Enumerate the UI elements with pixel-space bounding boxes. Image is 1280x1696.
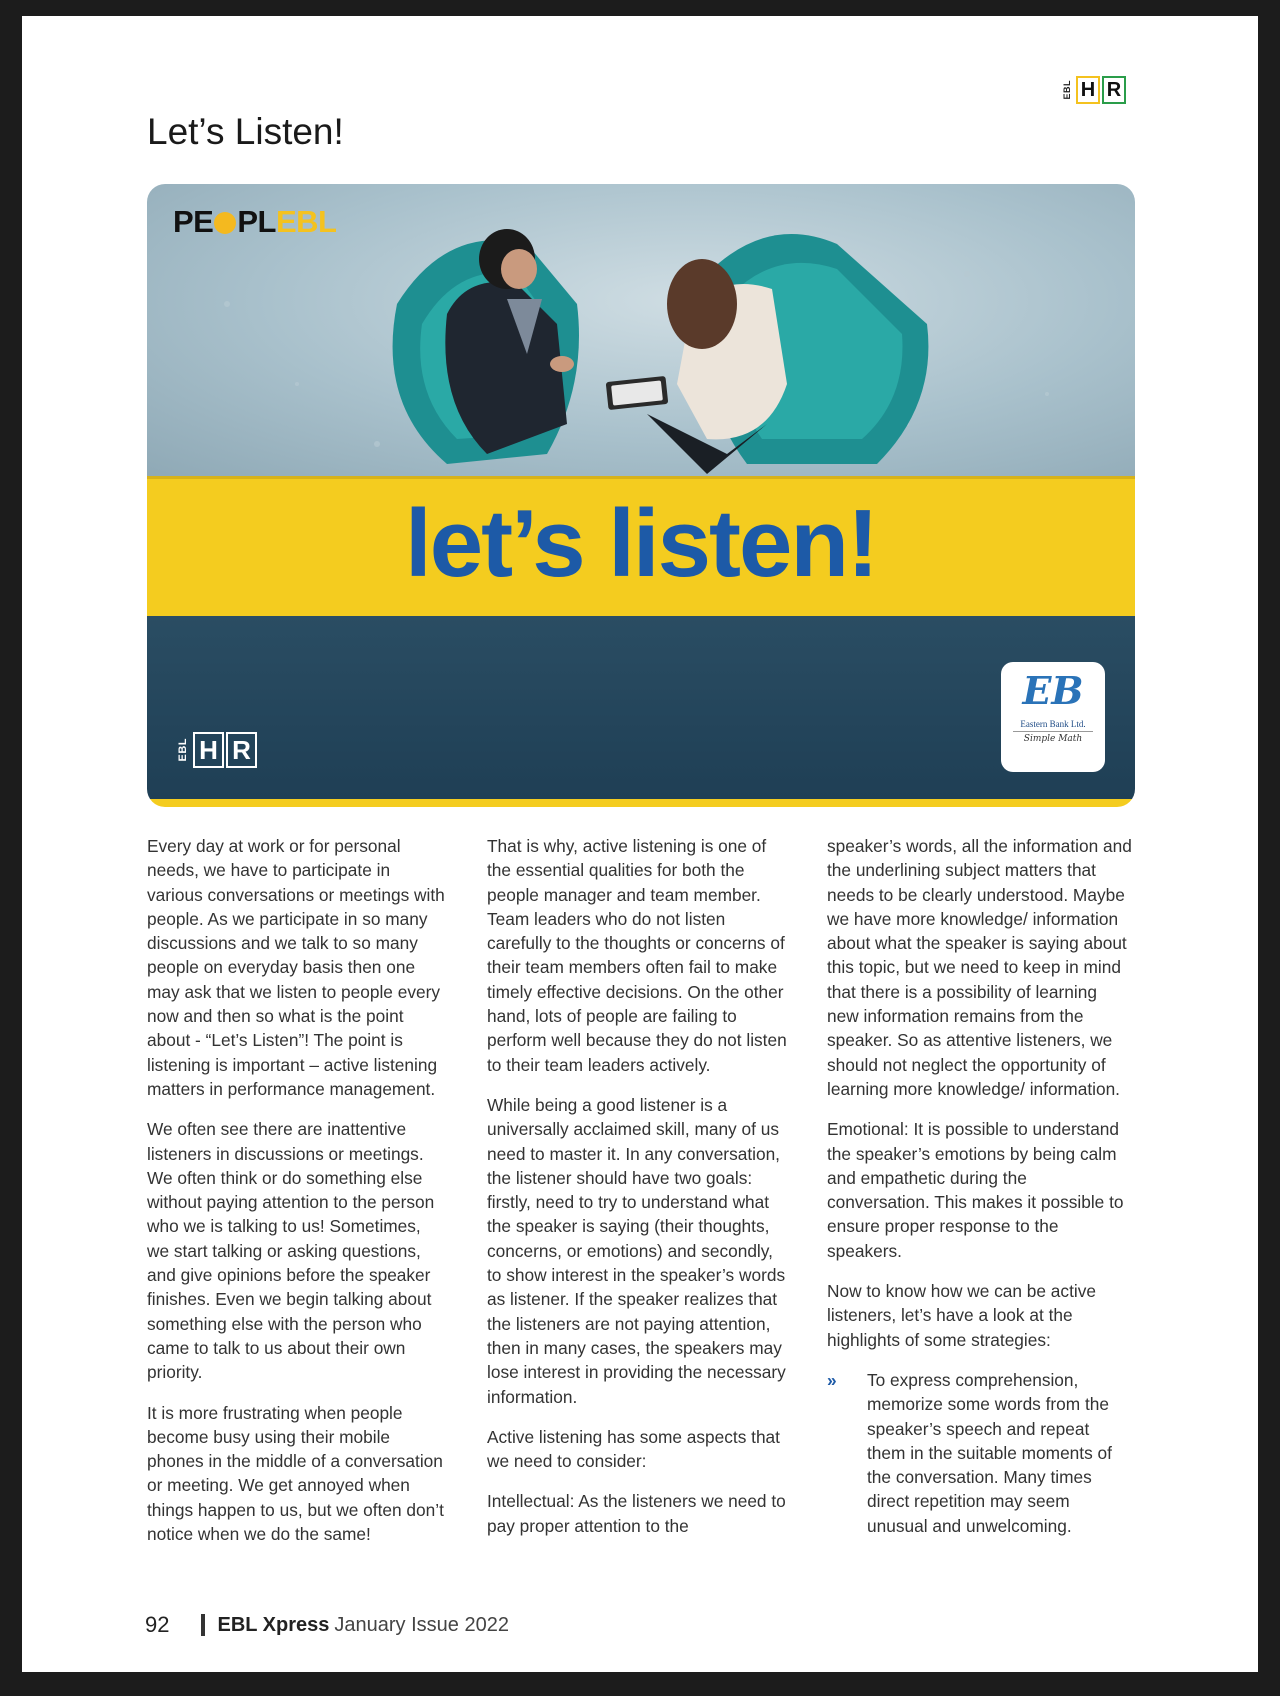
issue-label: January Issue 2022 <box>334 1613 509 1636</box>
banner-ebl-text: EBL <box>177 738 189 762</box>
article-column-1 <box>147 834 447 1562</box>
banner-image <box>147 184 1135 807</box>
ebl-hr-logo <box>1062 76 1126 104</box>
paragraph: It is more frustrating when people become busy using their mobile phones in the middle of a conversation or meeting. We get annoyed when things happen to us, but we often don’t notice when we do the same! <box>147 1402 444 1545</box>
paragraph: We often see there are inattentive listeners in discussions or meetings. We often think or do something else without paying attention to the person who we is talking to us! Sometimes, we start talking or asking questions, and give opinions before the speaker finishes. Even we begin talking about something else with the person who came to talk to us about their own priority. <box>147 1119 435 1383</box>
footer-divider <box>201 1614 205 1636</box>
hr-r-box: R <box>1102 76 1126 104</box>
yellow-band <box>147 476 1135 619</box>
publication-name: EBL Xpress <box>217 1613 330 1636</box>
brand-text-pl: PL <box>237 204 276 239</box>
bank-name: Eastern Bank Ltd. <box>1020 719 1086 729</box>
yellow-stripe <box>147 799 1135 807</box>
paragraph: Intellectual: As the listeners we need to pay proper attention to the <box>487 1491 786 1536</box>
paragraph: speaker’s words, all the information and the underlining subject matters that needs to be clearly understood. Maybe we have more knowledge/ information about what the speaker is saying about this topic, but we need to keep in mind that there is a possibility of learning new information remains from the speaker. So as attentive listeners, we should not neglect the opportunity of learning more knowledge/ information. <box>827 836 1132 1099</box>
brand-text-pe: PE <box>173 204 214 239</box>
bank-tagline: Simple Math <box>1013 731 1093 744</box>
double-chevron-icon: » <box>827 1369 837 1390</box>
article-column-2 <box>487 834 787 1554</box>
banner-hr-r-box: R <box>226 732 257 768</box>
hr-h-box: H <box>1076 76 1100 104</box>
banner-hr-h-box: H <box>193 732 224 768</box>
paragraph: That is why, active listening is one of the essential qualities for both the people manager and team member. Team leaders who do not listen carefully to the thoughts or concerns of their team members often fail to make timely effective decisions. On the other hand, lots of people are failing to perform well because they do not listen to their team leaders actively. <box>487 836 787 1075</box>
ebl-text: EBL <box>1062 80 1072 100</box>
paragraph: Now to know how we can be active listeners, let’s have a look at the highlights of some strategies: <box>827 1281 1096 1350</box>
page-title: Let’s Listen! <box>147 111 344 152</box>
brand-text-ebl: EBL <box>275 204 337 239</box>
page-number: 92 <box>145 1612 170 1637</box>
page-footer <box>145 1612 509 1638</box>
paragraph: Active listening has some aspects that we need to consider: <box>487 1426 780 1472</box>
peoplebl-brand <box>173 204 336 240</box>
strategy-bullet <box>827 1368 1132 1538</box>
bullet-text: To express comprehension, memorize some words from the speaker’s speech and repeat them in the suitable moments of the conversation. Many times direct repetition may seem unusual and unwelcoming. <box>867 1369 1112 1536</box>
banner-hr-logo <box>177 732 257 768</box>
eastern-bank-logo <box>1001 662 1105 772</box>
flower-icon <box>214 212 236 234</box>
paragraph: Emotional: It is possible to understand the speaker’s emotions by being calm and empathetic during the conversation. This makes it possible to ensure proper response to the speakers. <box>827 1119 1124 1261</box>
dark-band <box>147 616 1135 799</box>
article-column-3 <box>827 834 1132 1538</box>
paragraph: While being a good listener is a universally acclaimed skill, many of us need to master it. In any conversation, the listener should have two goals: firstly, need to try to understand what the speaker is saying (their thoughts, concerns, or emotions) and secondly, to show interest in the speaker’s words as listener. If the speaker realizes that the listeners are not paying attention, then in many cases, the speakers may lose interest in providing the necessary information. <box>487 1094 786 1407</box>
eb-mark-icon: EB <box>1022 668 1084 713</box>
paragraph: Every day at work or for personal needs, we have to participate in various conversations or meetings with people. As we participate in so many discussions and we talk to so many people on everyday basis then one may ask that we listen to people every now and then so what is the point about - “Let’s Listen”! The point is listening is important – active listening matters in performance management. <box>147 836 445 1099</box>
magazine-page <box>22 16 1258 1672</box>
banner-headline: let’s listen! <box>405 490 877 597</box>
